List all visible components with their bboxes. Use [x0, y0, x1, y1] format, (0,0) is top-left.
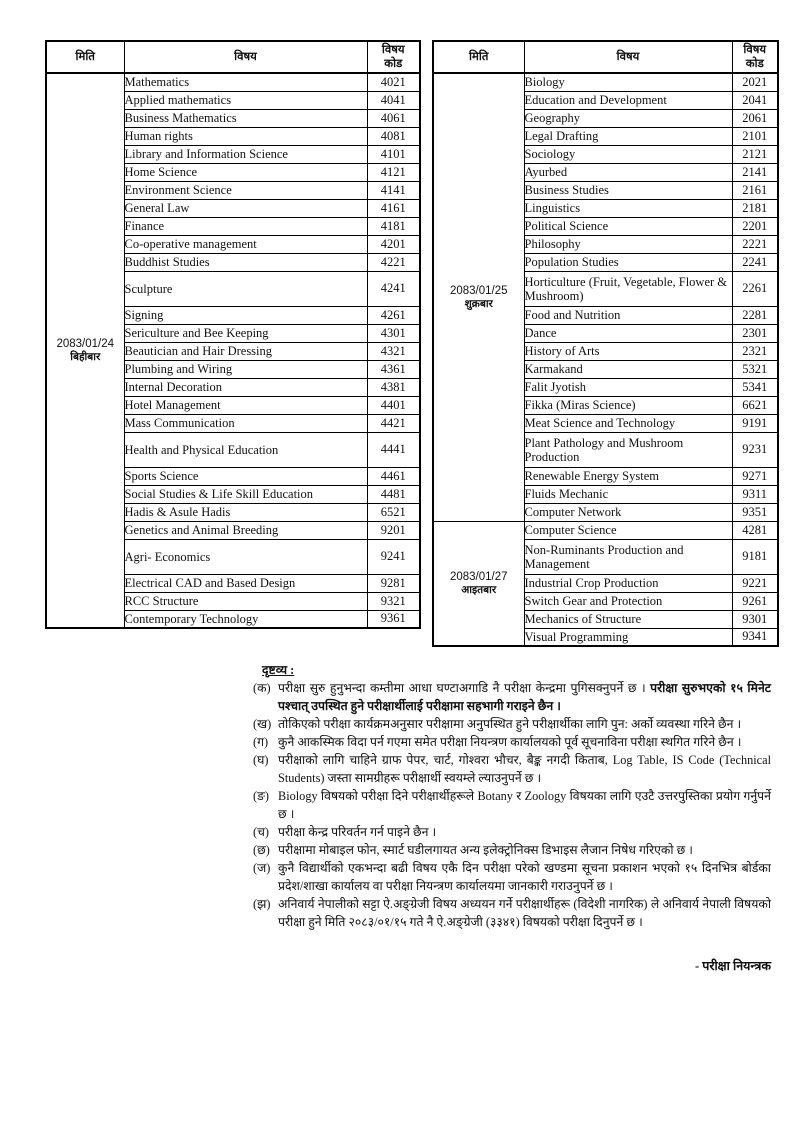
subject-code-cell: 4361: [367, 360, 420, 378]
subject-code-cell: 4181: [367, 217, 420, 235]
subject-cell: Legal Drafting: [524, 127, 732, 145]
header-date: मिति: [433, 41, 524, 73]
subject-cell: Mathematics: [124, 73, 367, 91]
subject-code-cell: 2221: [732, 235, 778, 253]
subject-cell: Renewable Energy System: [524, 467, 732, 485]
subject-cell: Social Studies & Life Skill Education: [124, 485, 367, 503]
subject-code-cell: 9231: [732, 432, 778, 467]
subject-cell: Health and Physical Education: [124, 432, 367, 467]
exam-date: 2083/01/27: [449, 570, 508, 583]
subject-code-cell: 5321: [732, 360, 778, 378]
note-label: (ग): [253, 735, 269, 749]
note-label: (ख): [253, 717, 272, 731]
note-label: (ङ): [253, 789, 270, 803]
subject-code-cell: 2101: [732, 127, 778, 145]
exam-date: 2083/01/24: [56, 337, 115, 350]
table-body: [46, 73, 420, 628]
subject-cell: Plant Pathology and Mushroom Production: [524, 432, 732, 467]
note-item: [253, 895, 771, 931]
notes-section: [253, 661, 771, 975]
subject-code-cell: 2041: [732, 91, 778, 109]
note-label: (क): [253, 681, 271, 695]
subject-cell: Sericulture and Bee Keeping: [124, 324, 367, 342]
subject-cell: Internal Decoration: [124, 378, 367, 396]
subject-code-cell: 4301: [367, 324, 420, 342]
subject-cell: Environment Science: [124, 181, 367, 199]
note-text: कुनै आकस्मिक विदा पर्न गएमा समेत परीक्षा नियन्त्रण कार्यालयको पूर्व सूचनाविना परीक्षा स्थगित गरिने छैन ।: [278, 735, 742, 749]
note-item: [253, 715, 771, 733]
note-item: [253, 733, 771, 751]
exam-weekday: बिहीबार: [70, 351, 101, 364]
subject-code-cell: 6521: [367, 503, 420, 521]
subject-code-cell: 4481: [367, 485, 420, 503]
header-subject-code: विषय कोड: [732, 41, 778, 73]
subject-cell: Horticulture (Fruit, Vegetable, Flower & Mushroom): [524, 271, 732, 306]
subject-cell: RCC Structure: [124, 592, 367, 610]
subject-cell: History of Arts: [524, 342, 732, 360]
header-date: मिति: [46, 41, 124, 73]
subject-code-cell: 9241: [367, 539, 420, 574]
subject-code-cell: 9301: [732, 610, 778, 628]
subject-cell: Fluids Mechanic: [524, 485, 732, 503]
exam-weekday: शुक्रबार: [464, 297, 493, 310]
subject-cell: Applied mathematics: [124, 91, 367, 109]
subject-cell: Sports Science: [124, 467, 367, 485]
table-row: [433, 521, 778, 539]
exam-date-cell: [46, 73, 124, 628]
subject-cell: Sociology: [524, 145, 732, 163]
exam-schedule-table-right: [432, 40, 779, 647]
subject-code-cell: 4161: [367, 199, 420, 217]
header-subject-code: विषय कोड: [367, 41, 420, 73]
header-row: [46, 41, 420, 73]
subject-code-cell: 4461: [367, 467, 420, 485]
subject-cell: Genetics and Animal Breeding: [124, 521, 367, 539]
note-text: Biology विषयको परीक्षा दिने परीक्षार्थीहरूले Botany र Zoology विषयका लागि एउटै उत्तरपुस्तिका प्रयोग गर्नुपर्ने छ ।: [278, 789, 771, 821]
exam-weekday: आइतबार: [461, 583, 497, 596]
table-row: [433, 73, 778, 91]
subject-cell: Population Studies: [524, 253, 732, 271]
note-text: परीक्षाको लागि चाहिने ग्राफ पेपर, चार्ट, गोश्वरा भौचर, बैङ्क नगदी किताब, Log Table, IS Code (Technical Students) जस्ता सामग्रीहरू परीक्षार्थी स्वयम्ले ल्याउनुपर्ने छ ।: [278, 753, 771, 785]
subject-cell: Hotel Management: [124, 396, 367, 414]
note-item: [253, 823, 771, 841]
subject-code-cell: 6621: [732, 396, 778, 414]
subject-cell: Home Science: [124, 163, 367, 181]
subject-cell: Dance: [524, 324, 732, 342]
subject-code-cell: 9221: [732, 574, 778, 592]
subject-code-cell: 2121: [732, 145, 778, 163]
subject-cell: Food and Nutrition: [524, 306, 732, 324]
subject-code-cell: 9321: [367, 592, 420, 610]
subject-cell: Biology: [524, 73, 732, 91]
header-row: [433, 41, 778, 73]
subject-code-cell: 4141: [367, 181, 420, 199]
subject-code-cell: 2161: [732, 181, 778, 199]
header-subject: विषय: [124, 41, 367, 73]
subject-code-cell: 4101: [367, 145, 420, 163]
subject-cell: Finance: [124, 217, 367, 235]
subject-cell: Linguistics: [524, 199, 732, 217]
subject-code-cell: 9361: [367, 610, 420, 628]
exam-date-cell: [433, 73, 524, 521]
subject-cell: Business Studies: [524, 181, 732, 199]
subject-code-cell: 4201: [367, 235, 420, 253]
note-text: अनिवार्य नेपालीको सट्टा ऐ.अङ्ग्रेजी विषय अध्ययन गर्ने परीक्षार्थीहरू (विदेशी नागरिक) ले अनिवार्य नेपाली विषयको परीक्षा हुने मिति २०८३/०१/१५ गते नै ऐ.अङ्ग्रेजी (३३४१) विषयको परीक्षा दिनुपर्ने छ ।: [278, 897, 771, 929]
subject-cell: Business Mathematics: [124, 109, 367, 127]
header-subject: विषय: [524, 41, 732, 73]
subject-code-cell: 9341: [732, 628, 778, 646]
subject-code-cell: 4421: [367, 414, 420, 432]
subject-cell: Falit Jyotish: [524, 378, 732, 396]
subject-code-cell: 9201: [367, 521, 420, 539]
note-item: [253, 841, 771, 859]
subject-code-cell: 2261: [732, 271, 778, 306]
exam-schedule-table-left: [45, 40, 421, 629]
subject-cell: Hadis & Asule Hadis: [124, 503, 367, 521]
note-item: [253, 787, 771, 823]
subject-code-cell: 4441: [367, 432, 420, 467]
note-label: (ज): [253, 861, 271, 875]
subject-cell: Electrical CAD and Based Design: [124, 574, 367, 592]
note-item: [253, 751, 771, 787]
subject-cell: Plumbing and Wiring: [124, 360, 367, 378]
subject-code-cell: 2241: [732, 253, 778, 271]
subject-cell: Industrial Crop Production: [524, 574, 732, 592]
subject-cell: Switch Gear and Protection: [524, 592, 732, 610]
subject-code-cell: 9191: [732, 414, 778, 432]
subject-cell: Geography: [524, 109, 732, 127]
subject-code-cell: 4261: [367, 306, 420, 324]
subject-code-cell: 9271: [732, 467, 778, 485]
note-text: परीक्षा सुरु हुनुभन्दा कम्तीमा आधा घण्टाअगाडि नै परीक्षा केन्द्रमा पुगिसक्नुपर्ने छ । परीक्षा सुरुभएको १५ मिनेट पश्चात् उपस्थित हुने परीक्षार्थीलाई परीक्षामा सहभागी गराइने छैन ।: [278, 681, 771, 713]
subject-code-cell: 9181: [732, 539, 778, 574]
subject-code-cell: 4121: [367, 163, 420, 181]
subject-cell: Computer Network: [524, 503, 732, 521]
note-label: (झ): [253, 897, 271, 911]
subject-cell: Mechanics of Structure: [524, 610, 732, 628]
subject-code-cell: 4041: [367, 91, 420, 109]
subject-cell: General Law: [124, 199, 367, 217]
subject-code-cell: 4081: [367, 127, 420, 145]
note-text: तोकिएको परीक्षा कार्यक्रमअनुसार परीक्षामा अनुपस्थित हुने परीक्षार्थीका लागि पुन: अर्को व्यवस्था गरिने छैन ।: [278, 717, 742, 731]
subject-code-cell: 9261: [732, 592, 778, 610]
subject-code-cell: 2201: [732, 217, 778, 235]
subject-cell: Mass Communication: [124, 414, 367, 432]
subject-code-cell: 2181: [732, 199, 778, 217]
subject-code-cell: 9311: [732, 485, 778, 503]
note-item: [253, 859, 771, 895]
subject-cell: Ayurbed: [524, 163, 732, 181]
subject-cell: Sculpture: [124, 271, 367, 306]
subject-code-cell: 4321: [367, 342, 420, 360]
subject-cell: Beautician and Hair Dressing: [124, 342, 367, 360]
subject-code-cell: 2141: [732, 163, 778, 181]
subject-cell: Buddhist Studies: [124, 253, 367, 271]
subject-cell: Karmakand: [524, 360, 732, 378]
subject-cell: Agri- Economics: [124, 539, 367, 574]
subject-cell: Philosophy: [524, 235, 732, 253]
subject-code-cell: 2321: [732, 342, 778, 360]
table-body: [433, 73, 778, 646]
subject-code-cell: 9281: [367, 574, 420, 592]
subject-code-cell: 4401: [367, 396, 420, 414]
subject-cell: Computer Science: [524, 521, 732, 539]
subject-code-cell: 9351: [732, 503, 778, 521]
subject-cell: Co-operative management: [124, 235, 367, 253]
subject-code-cell: 4241: [367, 271, 420, 306]
notes-list: [253, 679, 771, 931]
note-text: परीक्षामा मोबाइल फोन, स्मार्ट घडीलगायत अन्य इलेक्ट्रोनिक्स डिभाइस लैजान निषेध गरिएको छ ।: [278, 843, 693, 857]
signature-exam-controller: - परीक्षा नियन्त्रक: [694, 959, 771, 973]
note-text: परीक्षा केन्द्र परिवर्तन गर्न पाइने छैन ।: [278, 825, 437, 839]
subject-cell: Education and Development: [524, 91, 732, 109]
subject-cell: Non-Ruminants Production and Management: [524, 539, 732, 574]
subject-code-cell: 5341: [732, 378, 778, 396]
note-item: [253, 679, 771, 715]
subject-cell: Contemporary Technology: [124, 610, 367, 628]
subject-code-cell: 4381: [367, 378, 420, 396]
subject-code-cell: 2281: [732, 306, 778, 324]
note-label: (च): [253, 825, 269, 839]
subject-cell: Visual Programming: [524, 628, 732, 646]
note-text: कुनै विद्यार्थीको एकभन्दा बढी विषय एकै दिन परीक्षा परेको खण्डमा सूचना प्रकाशन भएको १५ दिनभित्र बोर्डका प्रदेश/शाखा कार्यालय वा परीक्षा नियन्त्रण कार्यालयमा जानकारी गराउनुपर्ने छ ।: [278, 861, 771, 893]
table-row: [46, 73, 420, 91]
subject-code-cell: 4281: [732, 521, 778, 539]
note-label: (घ): [253, 753, 269, 767]
subject-cell: Political Science: [524, 217, 732, 235]
subject-code-cell: 4061: [367, 109, 420, 127]
subject-cell: Signing: [124, 306, 367, 324]
subject-code-cell: 4221: [367, 253, 420, 271]
notes-heading: दृष्टव्य :: [262, 663, 295, 677]
subject-cell: Fikka (Miras Science): [524, 396, 732, 414]
exam-date-cell: [433, 521, 524, 646]
subject-cell: Human rights: [124, 127, 367, 145]
exam-date: 2083/01/25: [449, 284, 508, 297]
subject-code-cell: 2021: [732, 73, 778, 91]
subject-cell: Meat Science and Technology: [524, 414, 732, 432]
subject-code-cell: 2061: [732, 109, 778, 127]
subject-code-cell: 2301: [732, 324, 778, 342]
note-label: (छ): [253, 843, 270, 857]
subject-code-cell: 4021: [367, 73, 420, 91]
subject-cell: Library and Information Science: [124, 145, 367, 163]
